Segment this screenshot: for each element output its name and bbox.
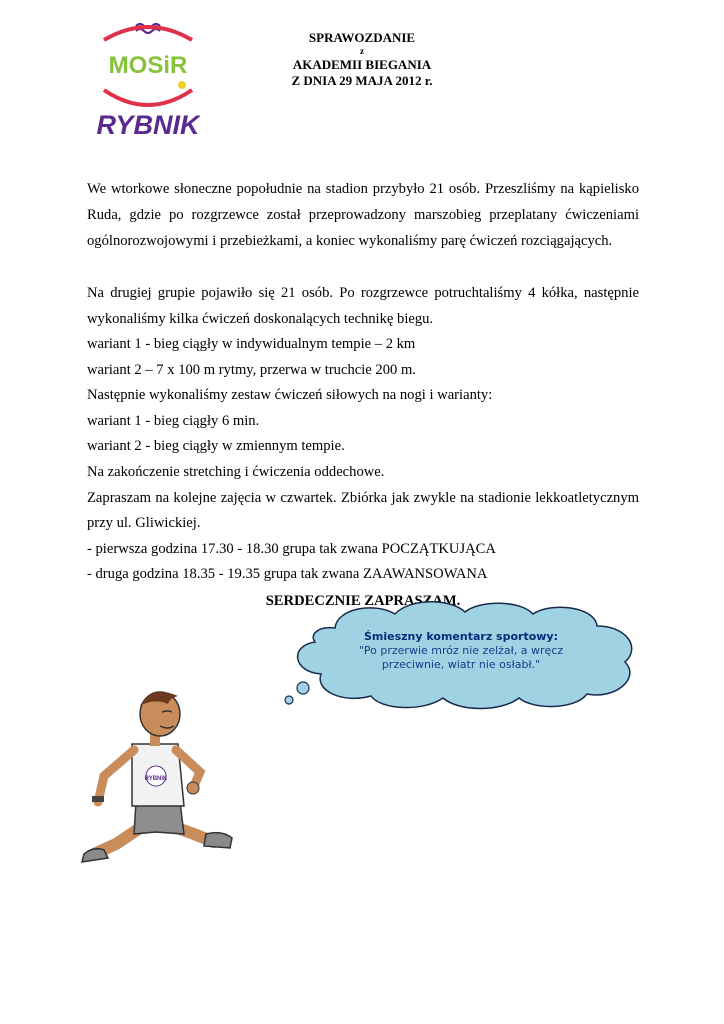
- invitation-text: Zapraszam na kolejne zajęcia w czwartek. Zbiórka jak zwykle na stadionie lekkoatletycznym przy ul. Gliwickiej.: [87, 489, 639, 532]
- body-line: wariant 1 - bieg ciągły w indywidualnym tempie – 2 km: [87, 336, 416, 352]
- schedule-line: - druga godzina 18.35 - 19.35 grupa tak zwana ZAAWANSOWANA: [87, 566, 488, 583]
- header-line-1: SPRAWOZDANIE: [308, 30, 416, 45]
- cartoon-runner-icon: [76, 684, 246, 884]
- closing-text: SERDECZNIE ZAPRASZAM.: [265, 592, 461, 609]
- report-header: [250, 30, 474, 89]
- report-body: [87, 176, 639, 614]
- body-line: wariant 1 - bieg ciągły 6 min.: [87, 412, 260, 429]
- cloud-text: [345, 630, 577, 672]
- header-line-3: AKADEMII BIEGANIA: [292, 57, 432, 72]
- paragraph-2: Na drugiej grupie pojawiło się 21 osób. Po rozgrzewce potruchtaliśmy 4 kółka, następnie wykonaliśmy kilka ćwiczeń doskonalących technikę biegu.: [87, 285, 639, 327]
- mosir-logo-icon: [96, 18, 200, 138]
- shirt-logo-text: RYBNIK: [144, 776, 168, 782]
- body-line: Na zakończenie stretching i ćwiczenia oddechowe.: [87, 463, 385, 480]
- logo-top-text: MOSiR: [108, 52, 188, 79]
- header-line-2: z: [360, 46, 364, 56]
- body-line: wariant 2 – 7 x 100 m rytmy, przerwa w truchcie 200 m.: [87, 361, 416, 378]
- body-line: wariant 2 - bieg ciągły w zmiennym tempie.: [87, 438, 345, 455]
- cloud-quote: "Po przerwie mróz nie zelżał, a wręcz przeciwnie, wiatr nie osłabł.": [358, 644, 564, 671]
- paragraph-1: We wtorkowe słoneczne popołudnie na stadion przybyło 21 osób. Przeszliśmy na kąpielisko Ruda, gdzie po rozgrzewce został przeprowadzony marszobieg przeplatany ćwiczeniami ogólnorozwojowymi i przebieżkami, a koniec wykonaliśmy parę ćwiczeń rozciągających.: [87, 181, 639, 249]
- logo-bottom-text: RYBNIK: [96, 110, 200, 138]
- header-line-4: Z DNIA 29 MAJA 2012 r.: [291, 73, 433, 88]
- cloud-title: Śmieszny komentarz sportowy:: [363, 630, 558, 643]
- schedule-line: - pierwsza godzina 17.30 - 18.30 grupa tak zwana POCZĄTKUJĄCA: [87, 540, 496, 557]
- body-line: Następnie wykonaliśmy zestaw ćwiczeń siłowych na nogi i warianty:: [87, 387, 493, 404]
